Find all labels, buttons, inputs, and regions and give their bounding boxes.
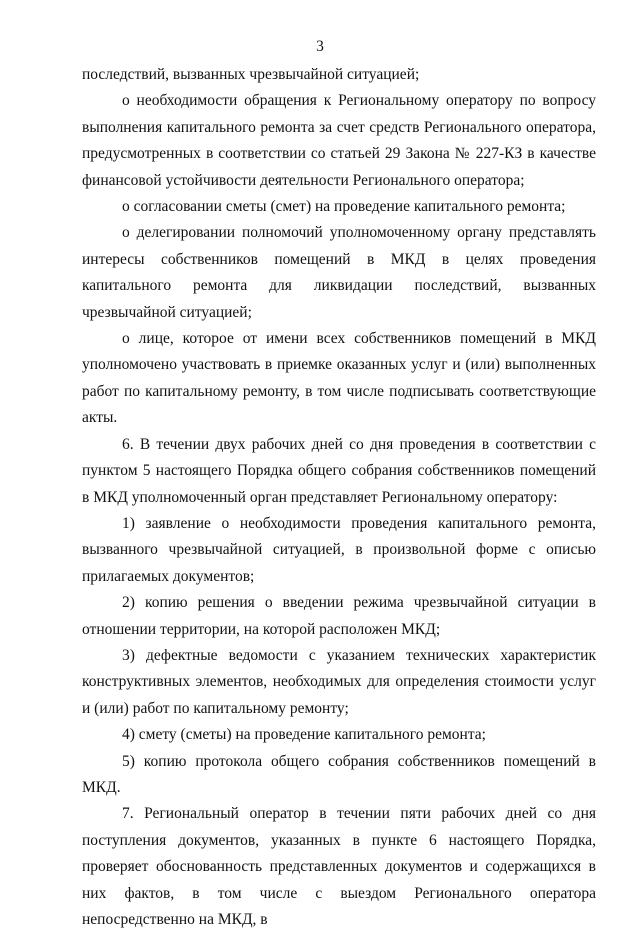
paragraph-item-6-5: 5) копию протокола общего собрания собственников помещений в МКД. [82,752,596,796]
paragraph-item-6-4: 4) смету (сметы) на проведение капитального ремонта; [122,726,486,744]
paragraph-item-7: 7. Региональный оператор в течении пяти рабочих дней со дня поступления документов, указанных в пункте 6 настоящего Порядка, проверяет обоснованность представленных документов и содержащихся в них фактов, в том числе с выездом Регионального оператора непосредственно на МКД, в [82,805,596,928]
paragraph-item-6-2: 2) копию решения о введении режима чрезвычайной ситуации в отношении территории, на которой расположен МКД; [82,594,596,638]
paragraph-item-6-1: 1) заявление о необходимости проведения капитального ремонта, вызванного чрезвычайной ситуацией, в произвольной форме с описью прилагаемых документов; [82,514,596,585]
document-body [82,62,596,933]
paragraph-acceptance-person: о лице, которое от имени всех собственников помещений в МКД уполномочено участвовать в приемке оказанных услуг и (или) выполненных работ по капитальному ремонту, в том числе подписывать соответствующие акты. [82,330,596,427]
paragraph-capital-repair-request: о необходимости обращения к Региональному оператору по вопросу выполнения капитального ремонта за счет средств Регионального оператора, предусмотренных в соответствии со статьей 29 Закона № 227-КЗ в качестве финансовой устойчивости деятельности Регионального оператора; [82,92,596,189]
paragraph-item-6-3: 3) дефектные ведомости с указанием технических характеристик конструктивных элементов, необходимых для определения стоимости услуг и (или) работ по капитальному ремонту; [82,646,596,717]
page-number: 3 [316,38,324,55]
paragraph-delegation: о делегировании полномочий уполномоченному органу представлять интересы собственников помещений в МКД в целях проведения капитального ремонта для ликвидации последствий, вызванных чрезвычайной ситуацией; [82,224,596,321]
paragraph-item-6: 6. В течении двух рабочих дней со дня проведения в соответствии с пунктом 5 настоящего Порядка общего собрания собственников помещений в МКД уполномоченный орган представляет Региональному оператору: [82,435,596,506]
paragraph-consequences: последствий, вызванных чрезвычайной ситуацией; [82,66,420,83]
paragraph-estimate-approval: о согласовании сметы (смет) на проведение капитального ремонта; [122,198,566,216]
